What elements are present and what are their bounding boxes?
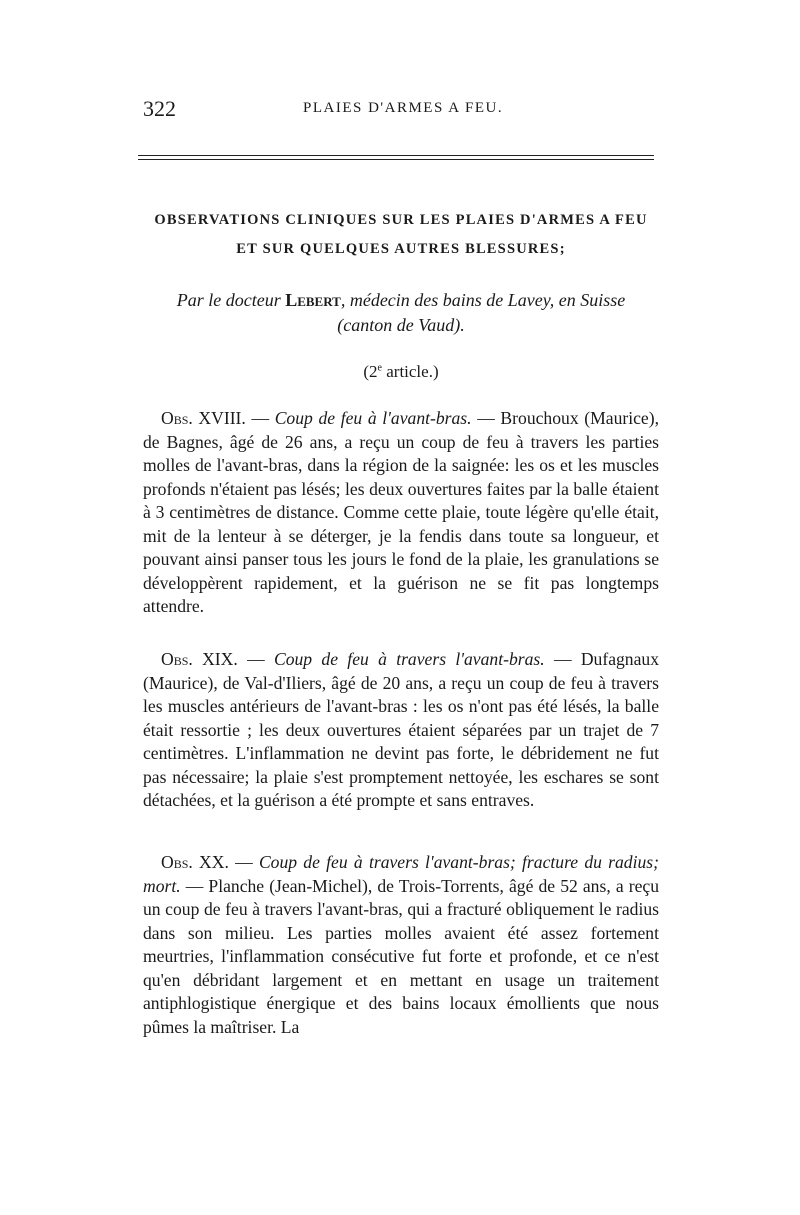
rule-line: [138, 159, 654, 160]
observation-text: — Planche (Jean-Michel), de Trois-Torrents, âgé de 52 ans, a reçu un coup de feu à travers l'avant-bras, qui a fracturé obliquement le radius dans son milieu. Les parties molles avaient été assez fortement meurtries, l'inflammation consécutive fut forte et profonde, et ce n'est qu'en débridant largement et en mettant en usage un traitement antiphlogistique énergique et des bains locaux émollients que nous pûmes la maîtriser. La: [143, 875, 659, 1037]
author-byline: [143, 288, 659, 338]
header-rule: [138, 155, 654, 163]
observation-separator: —: [245, 408, 275, 428]
observation-text: — Brouchoux (Maurice), de Bagnes, âgé de 26 ans, a reçu un coup de feu à travers les parties molles de l'avant-bras, dans la région de la saignée: les os et les muscles profonds n'étaient pas lésés; les deux ouvertures faites par la balle étaient à 3 centimètres de distance. Comme cette plaie, toute légère qu'elle était, mit de la lenteur à se déterger, je la fendis dans toute sa longueur, et pouvant ainsi panser tous les jours le fond de la plaie, les granulations se développèrent rapidement, et la guérison ne se fit pas longtemps attendre.: [143, 408, 659, 616]
byline-suffix: , médecin des bains de Lavey, en Suisse: [340, 290, 626, 310]
observation-18: [143, 407, 659, 619]
observation-title: Coup de feu à travers l'avant-bras.: [273, 649, 545, 669]
observation-text: — Dufagnaux (Maurice), de Val-d'Iliers, âgé de 20 ans, a reçu un coup de feu à travers les muscles antérieurs de l'avant-bras : les os n'ont pas été lésés, la balle était ressortie ; les deux ouvertures étaient séparées par un trajet de 7 centimètres. L'inflammation ne devint pas forte, le débridement ne fut pas nécessaire; la plaie s'est promptement nettoyée, les eschares se sont détachées, et la guérison a été prompte et sans entraves.: [143, 649, 660, 810]
observation-paragraph: [143, 851, 659, 1039]
byline-line-2: (canton de Vaud).: [337, 315, 465, 335]
observation-title: Coup de feu à l'avant-bras.: [274, 408, 472, 428]
observation-20: [143, 851, 659, 1039]
observation-label: Obs. XIX.: [161, 649, 238, 669]
article-note-open: (2: [363, 362, 378, 381]
byline-line-1: [143, 288, 659, 313]
observation-label: Obs. XX.: [161, 852, 229, 872]
observation-separator: —: [237, 649, 274, 669]
observation-separator: —: [228, 852, 259, 872]
article-note-sup: e: [377, 362, 382, 374]
observation-title: Coup de feu à travers l'avant-bras; fracture du radius; mort.: [143, 852, 659, 896]
observation-paragraph: [143, 648, 659, 813]
author-name: Lebert: [285, 290, 341, 310]
page-number: 322: [143, 96, 176, 121]
running-title: PLAIES D'ARMES A FEU.: [303, 100, 504, 116]
observation-19: [143, 648, 659, 813]
rule-line: [138, 155, 654, 156]
article-title-line-2: ET SUR QUELQUES AUTRES BLESSURES;: [236, 241, 566, 257]
observation-label: Obs. XVIII.: [161, 408, 246, 428]
article-title: [143, 206, 659, 264]
article-note-close: article.): [381, 362, 439, 381]
article-title-line-1: OBSERVATIONS CLINIQUES SUR LES PLAIES D'ARMES A FEU: [154, 212, 648, 228]
observation-paragraph: [143, 407, 659, 619]
byline-prefix: Par le docteur: [176, 290, 286, 310]
page-header: [143, 96, 659, 126]
article-number-note: [143, 362, 659, 382]
